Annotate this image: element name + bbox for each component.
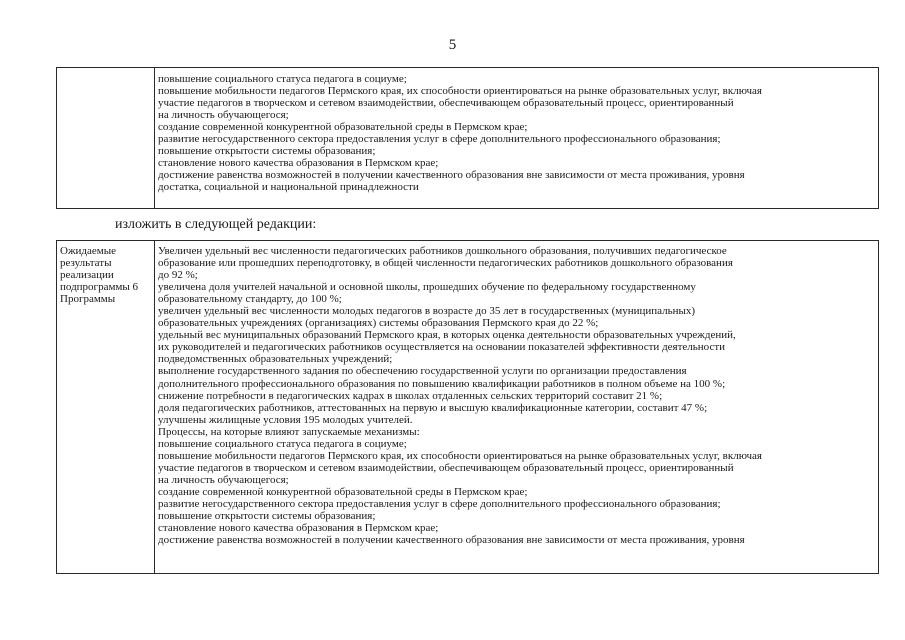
bottom-table-line: до 92 %; — [158, 269, 198, 282]
top-table-line: участие педагогов в творческом и сетевом взаимодействии, обеспечивающем образовательный процесс, ориентированный — [158, 97, 734, 110]
bottom-table-line: создание современной конкурентной образовательной среды в Пермском крае; — [158, 485, 528, 498]
bottom-table-label-cell — [60, 245, 152, 305]
label-line: результаты — [60, 257, 112, 269]
bottom-table-line: на личность обучающегося; — [158, 473, 289, 486]
bottom-table-line: доля педагогических работников, аттестованных на первую и высшую квалификационные категории, составит 47 %; — [158, 401, 708, 414]
bottom-table-line: образование или прошедших переподготовку, в общей численности педагогических работников дошкольного образования — [158, 257, 733, 270]
bottom-table-line: удельный вес муниципальных образований Пермского края, в которых оценка деятельности образовательных учреждений, — [158, 329, 736, 342]
page-number: 5 — [448, 37, 457, 53]
label-line: Ожидаемые — [60, 245, 117, 257]
intro-text: изложить в следующей редакции: — [115, 217, 317, 232]
bottom-table-line: снижение потребности в педагогических кадрах в школах отдаленных сельских территорий составит 21 %; — [158, 389, 663, 402]
bottom-table-line: Процессы, на которые влияют запускаемые механизмы: — [158, 425, 420, 438]
bottom-table-line: участие педагогов в творческом и сетевом взаимодействии, обеспечивающем образовательный процесс, ориентированный — [158, 461, 734, 474]
bottom-table-line: подведомственных образовательных учреждений; — [158, 353, 393, 366]
top-table-line: достатка, социальной и национальной принадлежности — [158, 181, 419, 194]
top-table-text-cell — [158, 73, 762, 193]
top-table-line: развитие негосударственного сектора предоставления услуг в сфере дополнительного профессионального образования; — [158, 133, 721, 146]
top-table-line: повышение социального статуса педагога в социуме; — [158, 73, 407, 85]
top-table-line: достижение равенства возможностей в получении качественного образования вне зависимости от места проживания, уровня — [158, 169, 745, 182]
bottom-table-line: увеличена доля учителей начальной и основной школы, прошедших обучение по федеральному государственному — [158, 281, 696, 294]
label-line: реализации — [60, 269, 114, 281]
bottom-table-column-divider — [154, 241, 155, 573]
bottom-table-line: достижение равенства возможностей в получении качественного образования вне зависимости от места проживания, уровня — [158, 534, 745, 547]
label-line: подпрограммы 6 — [60, 281, 139, 293]
bottom-table-line: развитие негосударственного сектора предоставления услуг в сфере дополнительного профессионального образования; — [158, 497, 721, 510]
bottom-table-line: улучшены жилищные условия 195 молодых учителей. — [158, 413, 413, 426]
top-table-line: повышение открытости системы образования; — [158, 145, 376, 158]
bottom-table-line: образовательных учреждениях (организациях) системы образования Пермского края до 22 %; — [158, 317, 599, 330]
top-table-line: создание современной конкурентной образовательной среды в Пермском крае; — [158, 121, 528, 134]
bottom-table-line: образовательному стандарту, до 100 %; — [158, 293, 342, 306]
bottom-table-line: выполнение государственного задания по обеспечению государственной услуги по организации предоставления — [158, 365, 687, 378]
bottom-table-line: увеличен удельный вес численности молодых педагогов в возрасте до 35 лет в государственных (муниципальных) — [158, 305, 696, 318]
top-table-line: становление нового качества образования в Пермском крае; — [158, 157, 439, 170]
bottom-table-line: повышение мобильности педагогов Пермского края, их способности ориентироваться на рынке образовательных услуг, включая — [158, 449, 762, 462]
bottom-table-line: Увеличен удельный вес численности педагогических работников дошкольного образования, получивших педагогическое — [158, 245, 727, 257]
bottom-table-line: дополнительного профессионального образования по повышению квалификации работников в полном объеме на 100 %; — [158, 377, 726, 390]
bottom-table-line: становление нового качества образования в Пермском крае; — [158, 522, 439, 535]
bottom-table-line: повышение открытости системы образования; — [158, 510, 376, 523]
top-table-line: повышение мобильности педагогов Пермского края, их способности ориентироваться на рынке образовательных услуг, включая — [158, 85, 762, 98]
label-line: Программы — [60, 293, 116, 305]
bottom-table — [56, 240, 879, 574]
bottom-table-line: повышение социального статуса педагога в социуме; — [158, 437, 407, 450]
top-table-column-divider — [154, 68, 155, 208]
bottom-table-line: их руководителей и педагогических работников осуществляется на основании показателей эффективности деятельности — [158, 341, 726, 354]
top-table — [56, 67, 879, 209]
bottom-table-text-cell — [158, 245, 762, 546]
top-table-line: на личность обучающегося; — [158, 109, 289, 122]
